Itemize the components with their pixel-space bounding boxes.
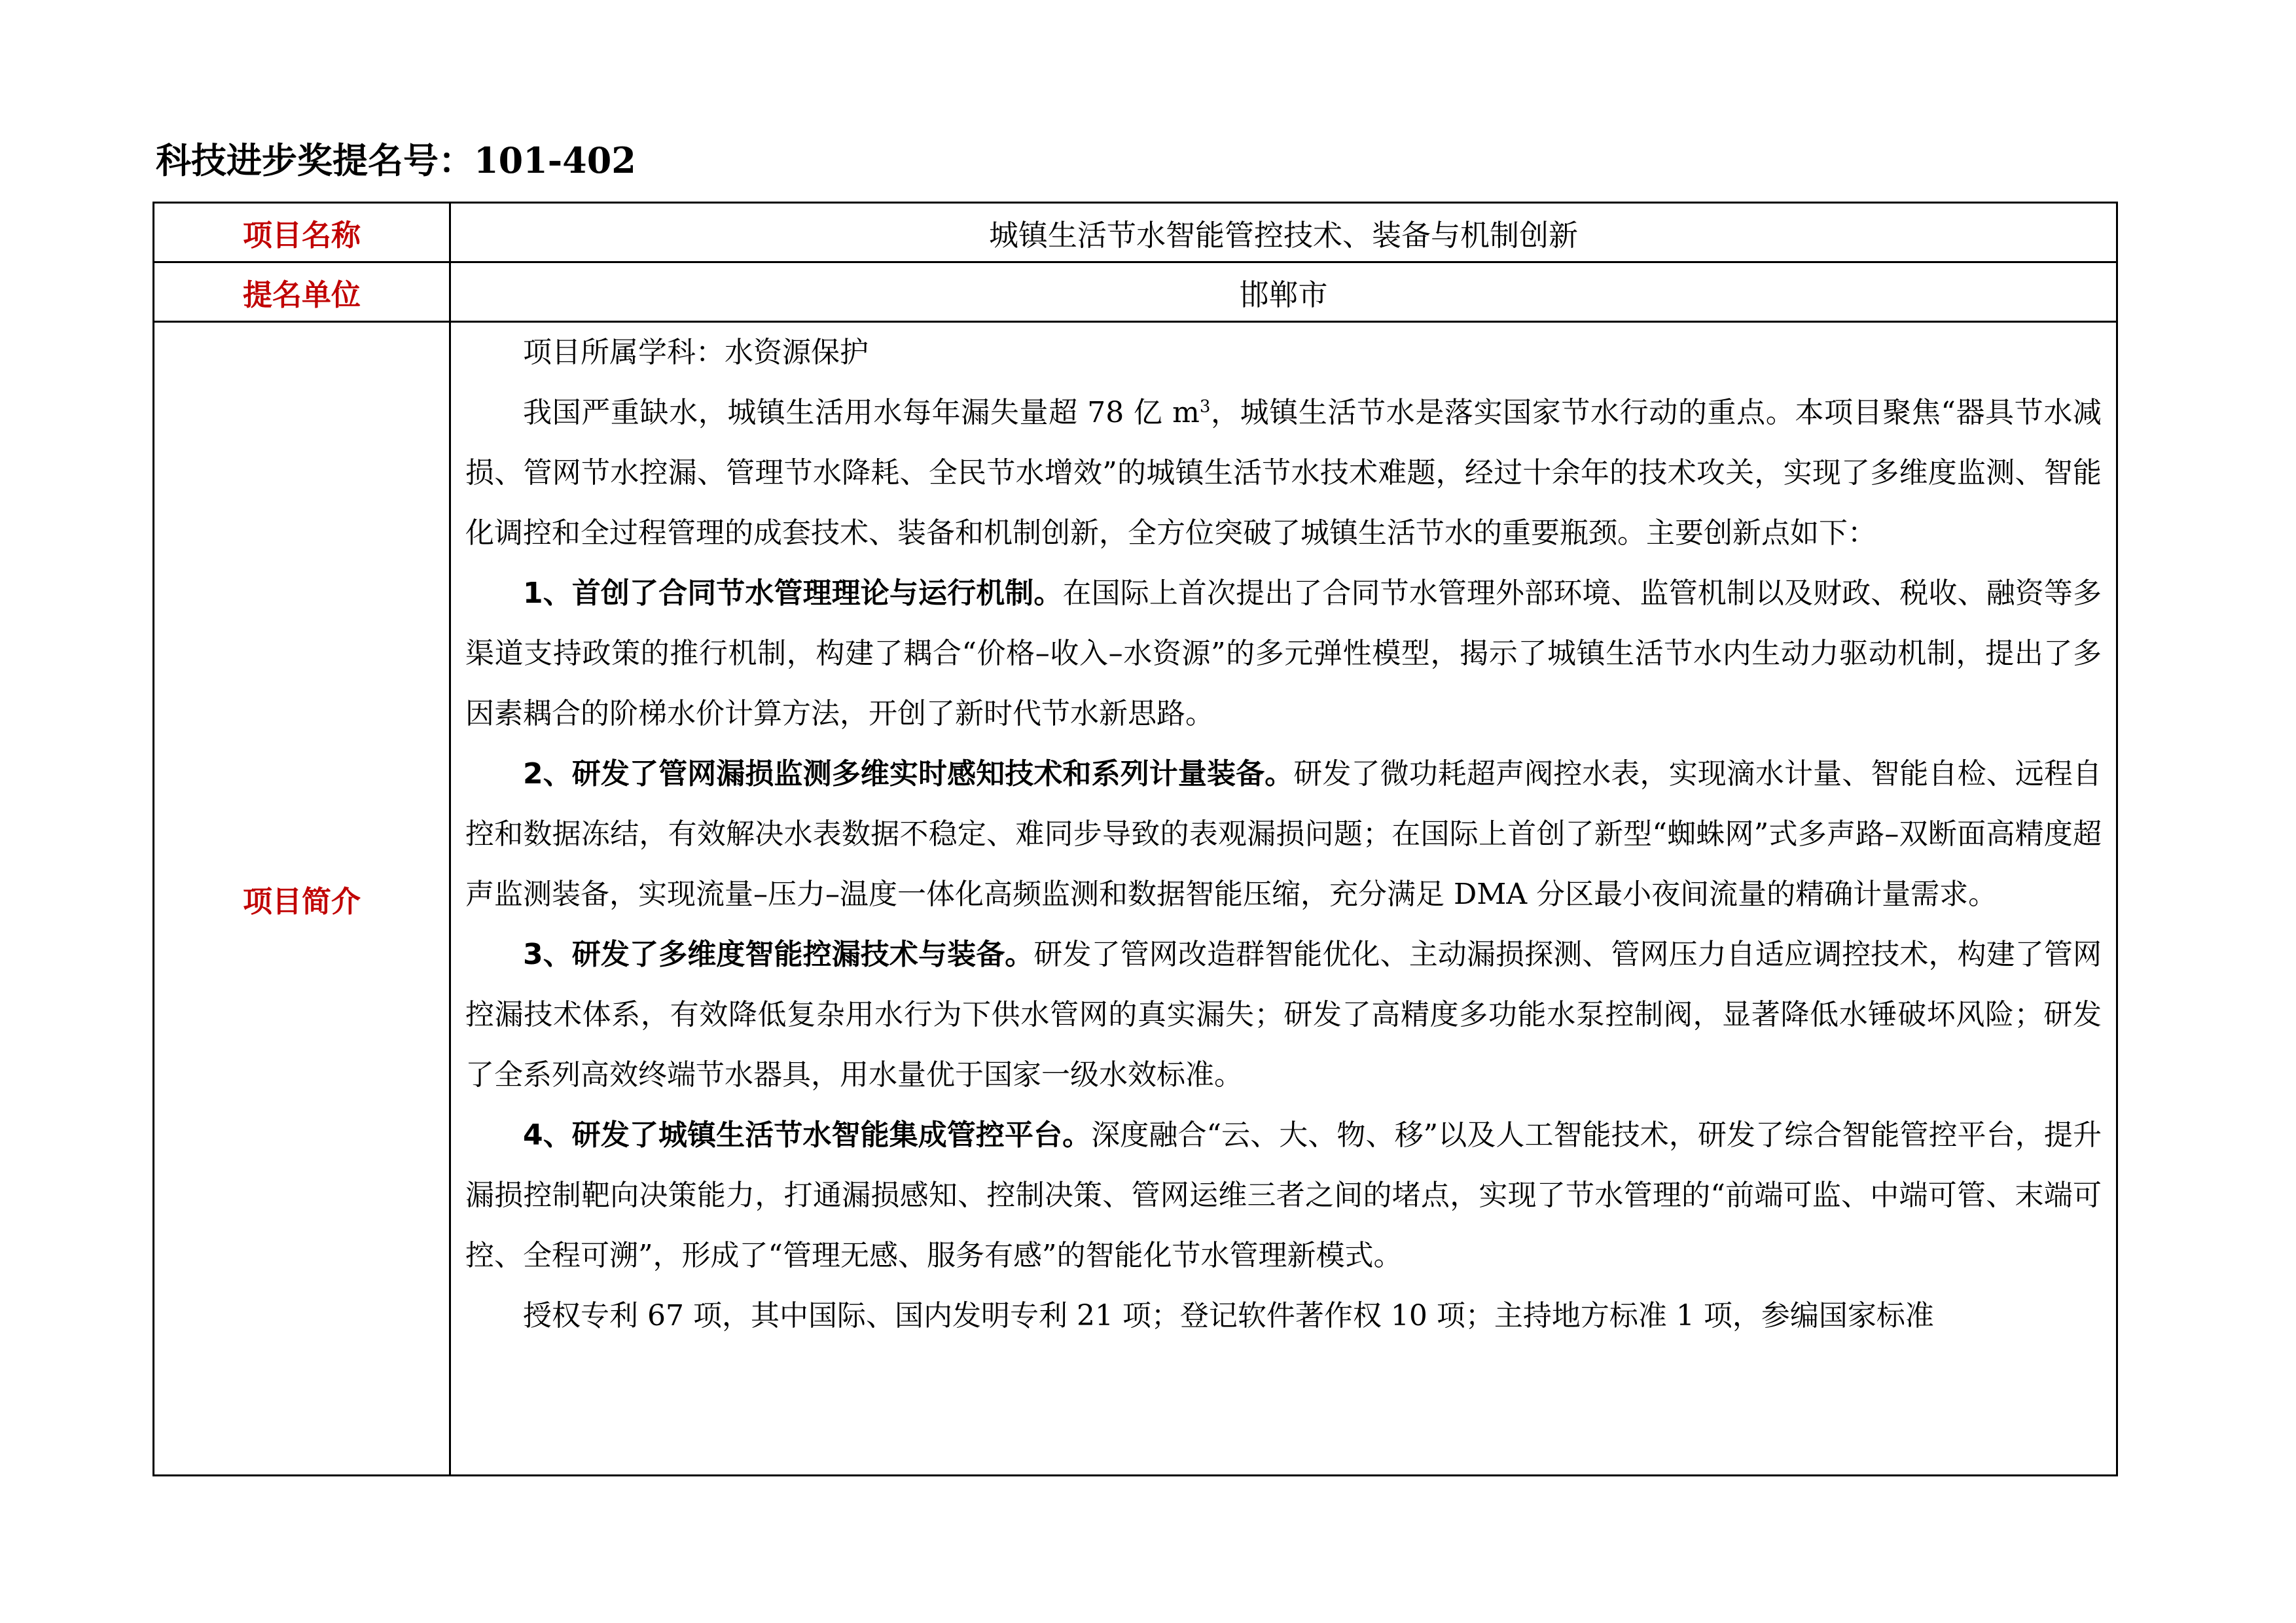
- nomination-table: [152, 202, 2118, 1476]
- innovation-heading-4: 4、研发了城镇生活节水智能集成管控平台。: [523, 1118, 1092, 1152]
- intro-body: [465, 323, 2102, 1474]
- innovation-point-2: [465, 744, 2102, 925]
- project-name-value: 城镇生活节水智能管控技术、装备与机制创新: [450, 203, 2117, 262]
- innovation-heading-2: 2、研发了管网漏损监测多维实时感知技术和系列计量装备。: [523, 757, 1294, 791]
- nominator-value: 邯郸市: [450, 262, 2117, 322]
- cubic-superscript: 3: [1199, 397, 1211, 417]
- innovation-body-3: 研发了管网改造群智能优化、主动漏损探测、管网压力自适应调控技术，构建了管网控漏技术体系，有效降低复杂用水行为下供水管网的真实漏失；研发了高精度多功能水泵控制阀，显著降低水锤破坏风险；研发了全系列高效终端节水器具，用水量优于国家一级水效标准。: [465, 938, 2102, 1092]
- document-title: 科技进步奖提名号：101-402: [156, 139, 636, 181]
- discipline-paragraph: 项目所属学科：水资源保护: [523, 336, 869, 369]
- background-paragraph: [465, 383, 2102, 563]
- background-text-b: ，城镇生活节水是落实国家节水行动的重点。本项目聚焦“器具节水减损、管网节水控漏、管理节水降耗、全民节水增效”的城镇生活节水技术难题，经过十余年的技术攻关，实现了多维度监测、智能化调控和全过程管理的成套技术、装备和机制创新，全方位突破了城镇生活节水的重要瓶颈。主要创新点如下：: [465, 396, 2102, 550]
- innovation-body-1: 在国际上首次提出了合同节水管理外部环境、监管机制以及财政、税收、融资等多渠道支持政策的推行机制，构建了耦合“价格–收入–水资源”的多元弹性模型，揭示了城镇生活节水内生动力驱动机制，提出了多因素耦合的阶梯水价计算方法，开创了新时代节水新思路。: [465, 577, 2102, 730]
- nominator-label: 提名单位: [154, 262, 450, 322]
- achievements-paragraph: 授权专利 67 项，其中国际、国内发明专利 21 项；登记软件著作权 10 项；主持地方标准 1 项，参编国家标准: [523, 1299, 1934, 1332]
- innovation-body-2: 研发了微功耗超声阀控水表，实现滴水计量、智能自检、远程自控和数据冻结，有效解决水表数据不稳定、难同步导致的表观漏损问题；在国际上首创了新型“蜘蛛网”式多声路–双断面高精度超声监测装备，实现流量–压力–温度一体化高频监测和数据智能压缩，充分满足 DMA 分区最小夜间流量的精确计量需求。: [465, 757, 2102, 911]
- innovation-body-4: 深度融合“云、大、物、移”以及人工智能技术，研发了综合智能管控平台，提升漏损控制靶向决策能力，打通漏损感知、控制决策、管网运维三者之间的堵点，实现了节水管理的“前端可监、中端可管、末端可控、全程可溯”，形成了“管理无感、服务有感”的智能化节水管理新模式。: [465, 1118, 2102, 1272]
- innovation-point-4: [465, 1105, 2102, 1286]
- innovation-point-3: [465, 925, 2102, 1105]
- innovation-point-1: [465, 563, 2102, 744]
- project-name-row: [154, 203, 2117, 262]
- innovation-heading-1: 1、首创了合同节水管理理论与运行机制。: [523, 577, 1063, 610]
- project-name-label: 项目名称: [154, 203, 450, 262]
- intro-row: [154, 322, 2117, 1476]
- background-text-a: 我国严重缺水，城镇生活用水每年漏失量超 78 亿 m: [523, 396, 1200, 429]
- innovation-heading-3: 3、研发了多维度智能控漏技术与装备。: [523, 938, 1034, 971]
- intro-cell: [450, 322, 2117, 1476]
- intro-label: 项目简介: [154, 322, 450, 1476]
- nominator-row: [154, 262, 2117, 322]
